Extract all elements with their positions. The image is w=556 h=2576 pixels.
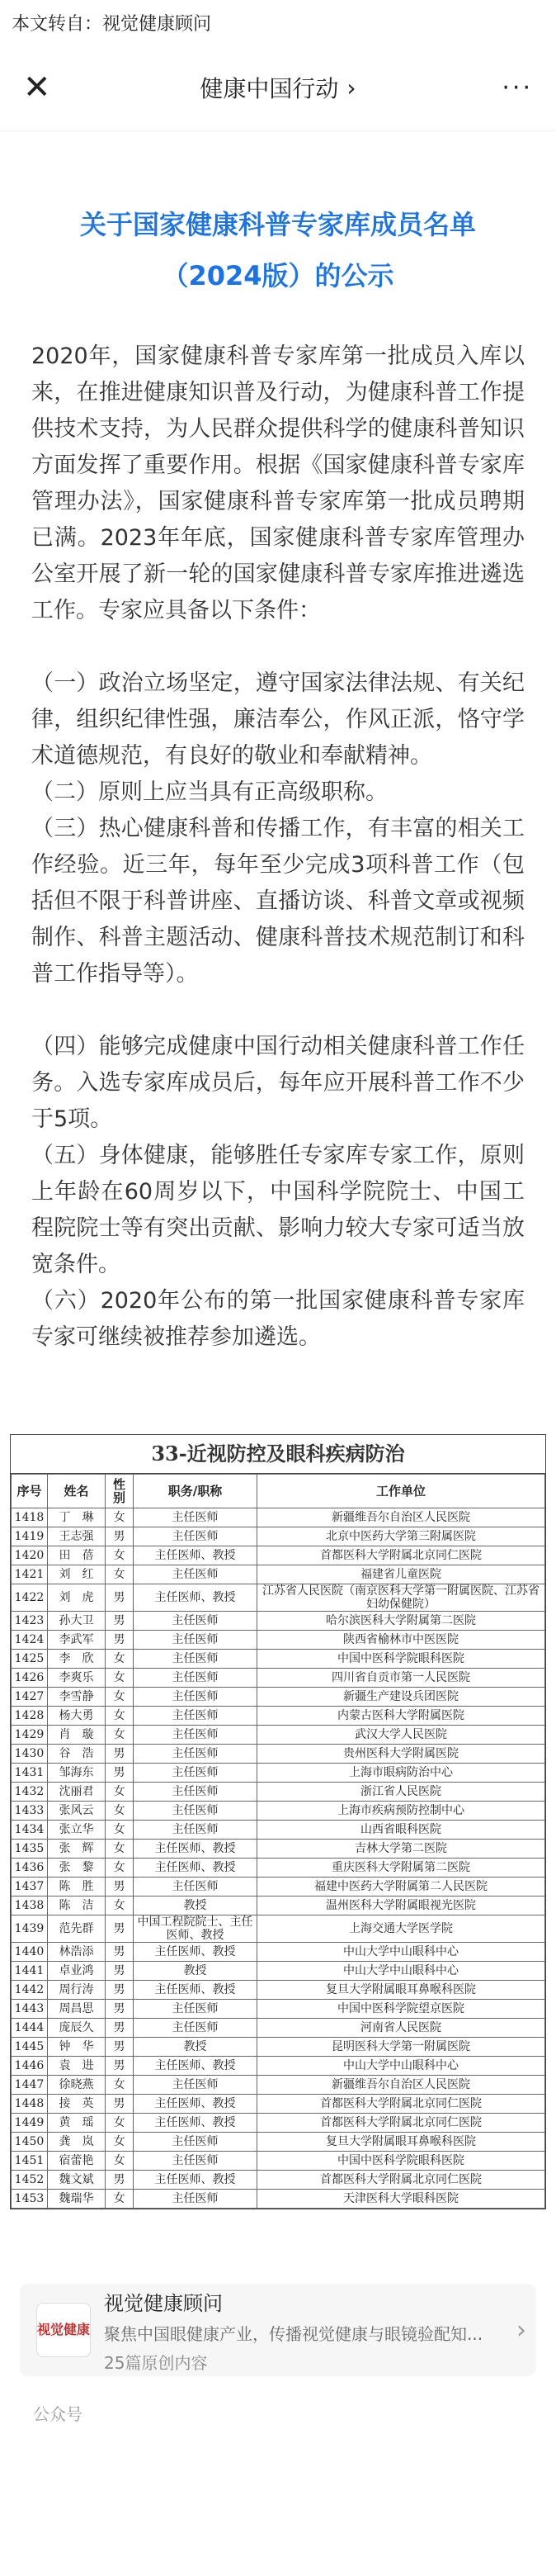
cell-unit: 中国中医科学院望京医院	[257, 2000, 545, 2019]
cell-title: 主任医师、教授	[134, 2171, 257, 2190]
top-navbar	[0, 45, 556, 131]
cell-name: 张风云	[48, 1802, 106, 1821]
account-description: 聚焦中国眼健康产业，传播视觉健康与眼镜验配知...	[104, 2323, 483, 2344]
table-row	[12, 1650, 545, 1669]
cell-unit: 江苏省人民医院（南京医科大学第一附属医院、江苏省妇幼保健院）	[257, 1584, 545, 1612]
cell-title: 主任医师、教授	[134, 1584, 257, 1612]
table-row	[12, 1764, 545, 1783]
cell-name: 钟 华	[48, 2038, 106, 2057]
cell-gender: 男	[106, 1962, 134, 1981]
cell-index: 1426	[12, 1669, 48, 1688]
cell-unit: 上海交通大学医学院	[257, 1915, 545, 1943]
cell-unit: 内蒙古医科大学附属医院	[257, 1707, 545, 1726]
cell-unit: 浙江省人民医院	[257, 1783, 545, 1802]
cell-gender: 女	[106, 1707, 134, 1726]
cell-name: 宿蕾艳	[48, 2152, 106, 2171]
cell-name: 邹海东	[48, 1764, 106, 1783]
cell-unit: 陕西省榆林市中医医院	[257, 1631, 545, 1650]
cell-title: 主任医师、教授	[134, 1859, 257, 1878]
cell-unit: 中国中医科学院眼科医院	[257, 2152, 545, 2171]
cell-index: 1420	[12, 1546, 48, 1565]
cell-index: 1451	[12, 2152, 48, 2171]
table-row	[12, 2076, 545, 2095]
cell-gender: 男	[106, 1745, 134, 1764]
cell-name: 袁 进	[48, 2057, 106, 2076]
cell-unit: 首都医科大学附属北京同仁医院	[257, 2171, 545, 2190]
cell-title: 主任医师	[134, 2019, 257, 2038]
table-header-row	[12, 1475, 545, 1508]
cell-gender: 男	[106, 2019, 134, 2038]
cell-unit: 首都医科大学附属北京同仁医院	[257, 1546, 545, 1565]
table-row	[12, 1631, 545, 1650]
condition-3: （三）热心健康科普和传播工作，有丰富的相关工作经验。近三年，每年至少完成3项科普工作（包括但不限于科普讲座、直播访谈、科普文章或视频制作、科普主题活动、健康科普技术规范制订和科普工作指导等）。	[31, 816, 525, 987]
cell-index: 1429	[12, 1726, 48, 1745]
cell-title: 主任医师	[134, 1745, 257, 1764]
cell-title: 主任医师	[134, 1726, 257, 1745]
cell-title: 主任医师	[134, 1650, 257, 1669]
article-title-line-2: （2024版）的公示	[162, 260, 394, 291]
table-row	[12, 1688, 545, 1707]
cell-index: 1447	[12, 2076, 48, 2095]
table-row	[12, 2190, 545, 2209]
cell-gender: 女	[106, 1726, 134, 1745]
cell-unit: 北京中医药大学第三附属医院	[257, 1527, 545, 1546]
cell-name: 肖 璇	[48, 1726, 106, 1745]
table-row	[12, 1915, 545, 1943]
cell-gender: 男	[106, 1631, 134, 1650]
cell-index: 1443	[12, 2000, 48, 2019]
cell-unit: 哈尔滨医科大学附属第二医院	[257, 1612, 545, 1631]
cell-index: 1425	[12, 1650, 48, 1669]
cell-index: 1439	[12, 1915, 48, 1943]
cell-title: 主任医师	[134, 2000, 257, 2019]
cell-index: 1436	[12, 1859, 48, 1878]
cell-gender: 男	[106, 2000, 134, 2019]
article-paragraphs	[31, 339, 525, 1356]
cell-name: 刘 虎	[48, 1584, 106, 1612]
cell-name: 谷 浩	[48, 1745, 106, 1764]
cell-title: 主任医师	[134, 1527, 257, 1546]
cell-name: 范先群	[48, 1915, 106, 1943]
cell-name: 李武军	[48, 1631, 106, 1650]
cell-name: 黄 瑶	[48, 2114, 106, 2133]
table-row	[12, 2019, 545, 2038]
table-row	[12, 1612, 545, 1631]
cell-title: 主任医师	[134, 2076, 257, 2095]
cell-title: 主任医师	[134, 1669, 257, 1688]
expert-list-table-image[interactable]	[10, 1434, 546, 2209]
table-row	[12, 1546, 545, 1565]
cell-gender: 男	[106, 1612, 134, 1631]
table-row	[12, 1962, 545, 1981]
cell-gender: 女	[106, 2114, 134, 2133]
cell-unit: 首都医科大学附属北京同仁医院	[257, 2114, 545, 2133]
cell-unit: 首都医科大学附属北京同仁医院	[257, 2095, 545, 2114]
cell-gender: 女	[106, 1688, 134, 1707]
cell-title: 主任医师	[134, 1878, 257, 1896]
cell-unit: 山西省眼科医院	[257, 1821, 545, 1840]
cell-name: 接 英	[48, 2095, 106, 2114]
table-caption: 33-近视防控及眼科疾病防治	[11, 1435, 545, 1474]
close-icon[interactable]: ✕	[23, 69, 51, 107]
account-article-count: 25篇原创内容	[104, 2352, 208, 2373]
cell-name: 王志强	[48, 1527, 106, 1546]
cell-name: 魏文斌	[48, 2171, 106, 2190]
cell-title: 主任医师	[134, 2133, 257, 2152]
cell-unit: 福建省儿童医院	[257, 1565, 545, 1584]
cell-title: 教授	[134, 1962, 257, 1981]
cell-name: 张 辉	[48, 1840, 106, 1859]
condition-1: （一）政治立场坚定，遵守国家法律法规、有关纪律，组织纪律性强，廉洁奉公，作风正派，恪守学术道德规范，有良好的敬业和奉献精神。	[31, 670, 525, 769]
table-row	[12, 1821, 545, 1840]
cell-gender: 男	[106, 2057, 134, 2076]
cell-gender: 女	[106, 2190, 134, 2209]
cell-unit: 武汉大学人民医院	[257, 1726, 545, 1745]
table-row	[12, 1878, 545, 1896]
cell-unit: 四川省自贡市第一人民医院	[257, 1669, 545, 1688]
table-row	[12, 1508, 545, 1527]
cell-index: 1422	[12, 1584, 48, 1612]
table-row	[12, 1981, 545, 2000]
cell-title: 主任医师、教授	[134, 1546, 257, 1565]
cell-name: 徐晓燕	[48, 2076, 106, 2095]
cell-unit: 上海市眼病防治中心	[257, 1764, 545, 1783]
cell-name: 周行涛	[48, 1981, 106, 2000]
cell-title: 教授	[134, 2038, 257, 2057]
cell-unit: 新疆生产建设兵团医院	[257, 1688, 545, 1707]
table-row	[12, 1802, 545, 1821]
cell-index: 1444	[12, 2019, 48, 2038]
cell-gender: 男	[106, 2038, 134, 2057]
cell-title: 主任医师、教授	[134, 2095, 257, 2114]
cell-unit: 中国中医科学院眼科医院	[257, 1650, 545, 1669]
cell-name: 李雪静	[48, 1688, 106, 1707]
cell-gender: 男	[106, 1981, 134, 2000]
cell-name: 陈 洁	[48, 1896, 106, 1915]
cell-name: 陈 胜	[48, 1878, 106, 1896]
cell-index: 1424	[12, 1631, 48, 1650]
cell-gender: 女	[106, 1821, 134, 1840]
header-title: 职务/职称	[134, 1475, 257, 1508]
cell-title: 主任医师	[134, 1783, 257, 1802]
cell-gender: 男	[106, 1943, 134, 1962]
cell-name: 庞辰久	[48, 2019, 106, 2038]
header-name: 姓名	[48, 1475, 106, 1508]
cell-index: 1428	[12, 1707, 48, 1726]
cell-gender: 女	[106, 1650, 134, 1669]
cell-gender: 女	[106, 1802, 134, 1821]
header-index: 序号	[12, 1475, 48, 1508]
cell-name: 杨大勇	[48, 1707, 106, 1726]
cell-unit: 中山大学中山眼科中心	[257, 1943, 545, 1962]
cell-title: 主任医师、教授	[134, 1943, 257, 1962]
cell-name: 魏瑞华	[48, 2190, 106, 2209]
table-row	[12, 1783, 545, 1802]
cell-index: 1441	[12, 1962, 48, 1981]
cell-unit: 福建中医药大学附属第二人民医院	[257, 1878, 545, 1896]
cell-name: 张立华	[48, 1821, 106, 1840]
cell-index: 1437	[12, 1878, 48, 1896]
cell-gender: 女	[106, 1565, 134, 1584]
account-title: 健康中国行动	[200, 75, 339, 102]
table-row	[12, 1840, 545, 1859]
cell-gender: 女	[106, 1669, 134, 1688]
cell-gender: 女	[106, 1859, 134, 1878]
cell-unit: 新疆维吾尔自治区人民医院	[257, 1508, 545, 1527]
cell-title: 主任医师	[134, 1821, 257, 1840]
cell-index: 1435	[12, 1840, 48, 1859]
condition-6: （六）2020年公布的第一批国家健康科普专家库专家可继续被推荐参加遴选。	[31, 1288, 525, 1350]
cell-name: 李爽乐	[48, 1669, 106, 1688]
cell-gender: 女	[106, 1508, 134, 1527]
cell-title: 主任医师	[134, 2152, 257, 2171]
cell-gender: 男	[106, 1527, 134, 1546]
cell-title: 主任医师	[134, 1612, 257, 1631]
cell-title: 主任医师、教授	[134, 1840, 257, 1859]
cell-unit: 新疆维吾尔自治区人民医院	[257, 2076, 545, 2095]
table-row	[12, 2152, 545, 2171]
account-info	[104, 2287, 516, 2374]
cell-title: 主任医师	[134, 1508, 257, 1527]
table-row	[12, 1859, 545, 1878]
table-row	[12, 1745, 545, 1764]
cell-unit: 天津医科大学眼科医院	[257, 2190, 545, 2209]
cell-unit: 温州医科大学附属眼视光医院	[257, 1896, 545, 1915]
condition-4: （四）能够完成健康中国行动相关健康科普工作任务。入选专家库成员后，每年应开展科普工作不少于5项。	[31, 1034, 525, 1132]
table-row	[12, 2038, 545, 2057]
cell-title: 主任医师	[134, 1764, 257, 1783]
table-row	[12, 2057, 545, 2076]
cell-unit: 中山大学中山眼科中心	[257, 2057, 545, 2076]
table-row	[12, 2095, 545, 2114]
condition-5: （五）身体健康，能够胜任专家库专家工作，原则上年龄在60周岁以下，中国科学院院士、中国工程院院士等有突出贡献、影响力较大专家可适当放宽条件。	[31, 1143, 525, 1277]
cell-index: 1445	[12, 2038, 48, 2057]
cell-title: 主任医师、教授	[134, 2114, 257, 2133]
chevron-right-icon: ›	[346, 73, 356, 102]
cell-index: 1433	[12, 1802, 48, 1821]
table-row	[12, 1943, 545, 1962]
cell-name: 刘 红	[48, 1565, 106, 1584]
cell-title: 主任医师	[134, 1631, 257, 1650]
table-row	[12, 2000, 545, 2019]
cell-index: 1430	[12, 1745, 48, 1764]
cell-title: 教授	[134, 1896, 257, 1915]
table-row	[12, 1896, 545, 1915]
cell-index: 1448	[12, 2095, 48, 2114]
cell-unit: 中山大学中山眼科中心	[257, 1962, 545, 1981]
table-row	[12, 2171, 545, 2190]
table-body	[12, 1508, 545, 2209]
cell-index: 1418	[12, 1508, 48, 1527]
table-row	[12, 1527, 545, 1546]
table-row	[12, 1565, 545, 1584]
header-gender: 性别	[106, 1475, 134, 1508]
cell-name: 林浩添	[48, 1943, 106, 1962]
cell-unit: 复旦大学附属眼耳鼻喉科医院	[257, 2133, 545, 2152]
cell-index: 1421	[12, 1565, 48, 1584]
cell-gender: 男	[106, 1878, 134, 1896]
cell-unit: 吉林大学第二医院	[257, 1840, 545, 1859]
cell-index: 1450	[12, 2133, 48, 2152]
cell-title: 主任医师、教授	[134, 2057, 257, 2076]
account-avatar: 视觉健康	[36, 2303, 91, 2357]
cell-index: 1440	[12, 1943, 48, 1962]
condition-2: （二）原则上应当具有正高级职称。	[31, 779, 388, 805]
cell-gender: 男	[106, 1584, 134, 1612]
cell-gender: 女	[106, 1840, 134, 1859]
cell-name: 龚 岚	[48, 2133, 106, 2152]
header-unit: 工作单位	[257, 1475, 545, 1508]
cell-index: 1432	[12, 1783, 48, 1802]
cell-name: 周昌思	[48, 2000, 106, 2019]
cell-index: 1438	[12, 1896, 48, 1915]
cell-unit: 贵州医科大学附属医院	[257, 1745, 545, 1764]
cell-index: 1449	[12, 2114, 48, 2133]
cell-unit: 昆明医科大学第一附属医院	[257, 2038, 545, 2057]
cell-index: 1434	[12, 1821, 48, 1840]
cell-index: 1431	[12, 1764, 48, 1783]
cell-unit: 复旦大学附属眼耳鼻喉科医院	[257, 1981, 545, 2000]
cell-title: 主任医师	[134, 1688, 257, 1707]
cell-gender: 女	[106, 1546, 134, 1565]
article-body	[0, 199, 556, 1356]
cell-unit: 重庆医科大学附属第二医院	[257, 1859, 545, 1878]
more-options-icon[interactable]: ···	[502, 73, 533, 102]
account-title-link[interactable]	[200, 71, 356, 104]
cell-name: 卓业鸿	[48, 1962, 106, 1981]
cell-gender: 男	[106, 1764, 134, 1783]
table-row	[12, 2114, 545, 2133]
cell-unit: 河南省人民医院	[257, 2019, 545, 2038]
cell-index: 1427	[12, 1688, 48, 1707]
cell-name: 张 黎	[48, 1859, 106, 1878]
account-name: 视觉健康顾问	[104, 2291, 223, 2315]
cell-gender: 女	[106, 2076, 134, 2095]
cell-index: 1419	[12, 1527, 48, 1546]
cell-name: 田 蓓	[48, 1546, 106, 1565]
table-row	[12, 2133, 545, 2152]
table-row	[12, 1707, 545, 1726]
cell-gender: 女	[106, 2152, 134, 2171]
cell-title: 中国工程院院士、主任医师、教授	[134, 1915, 257, 1943]
cell-title: 主任医师	[134, 1565, 257, 1584]
cell-index: 1442	[12, 1981, 48, 2000]
intro-paragraph: 2020年，国家健康科普专家库第一批成员入库以来，在推进健康知识普及行动，为健康科普工作提供技术支持，为人民群众提供科学的健康科普知识方面发挥了重要作用。根据《国家健康科普专家库管理办法》，国家健康科普专家库第一批成员聘期已满。2023年年底，国家健康科普专家库管理办公室开展了新一轮的国家健康科普专家库推进遴选工作。专家应具备以下条件：	[31, 343, 525, 623]
cell-name: 李 欣	[48, 1650, 106, 1669]
chevron-right-icon: ›	[516, 2315, 526, 2345]
cell-index: 1446	[12, 2057, 48, 2076]
cell-gender: 男	[106, 2095, 134, 2114]
cell-unit: 上海市疾病预防控制中心	[257, 1802, 545, 1821]
cell-title: 主任医师	[134, 1802, 257, 1821]
account-card[interactable]	[20, 2284, 536, 2376]
cell-index: 1453	[12, 2190, 48, 2209]
cell-title: 主任医师	[134, 2190, 257, 2209]
cell-name: 沈丽君	[48, 1783, 106, 1802]
cell-gender: 女	[106, 1783, 134, 1802]
article-title	[31, 199, 525, 301]
account-type-label: 公众号	[33, 2404, 82, 2424]
table-row	[12, 1669, 545, 1688]
cell-name: 孙大卫	[48, 1612, 106, 1631]
repost-source: 本文转自：视觉健康顾问	[0, 0, 556, 45]
cell-gender: 女	[106, 2133, 134, 2152]
cell-index: 1452	[12, 2171, 48, 2190]
cell-gender: 男	[106, 2171, 134, 2190]
article-title-line-1: 关于国家健康科普专家库成员名单	[79, 209, 476, 240]
cell-gender: 女	[106, 1896, 134, 1915]
expert-table	[11, 1474, 545, 2209]
cell-title: 主任医师	[134, 1707, 257, 1726]
table-row	[12, 1584, 545, 1612]
cell-name: 丁 琳	[48, 1508, 106, 1527]
cell-title: 主任医师、教授	[134, 1981, 257, 2000]
cell-gender: 男	[106, 1915, 134, 1943]
cell-index: 1423	[12, 1612, 48, 1631]
table-row	[12, 1726, 545, 1745]
